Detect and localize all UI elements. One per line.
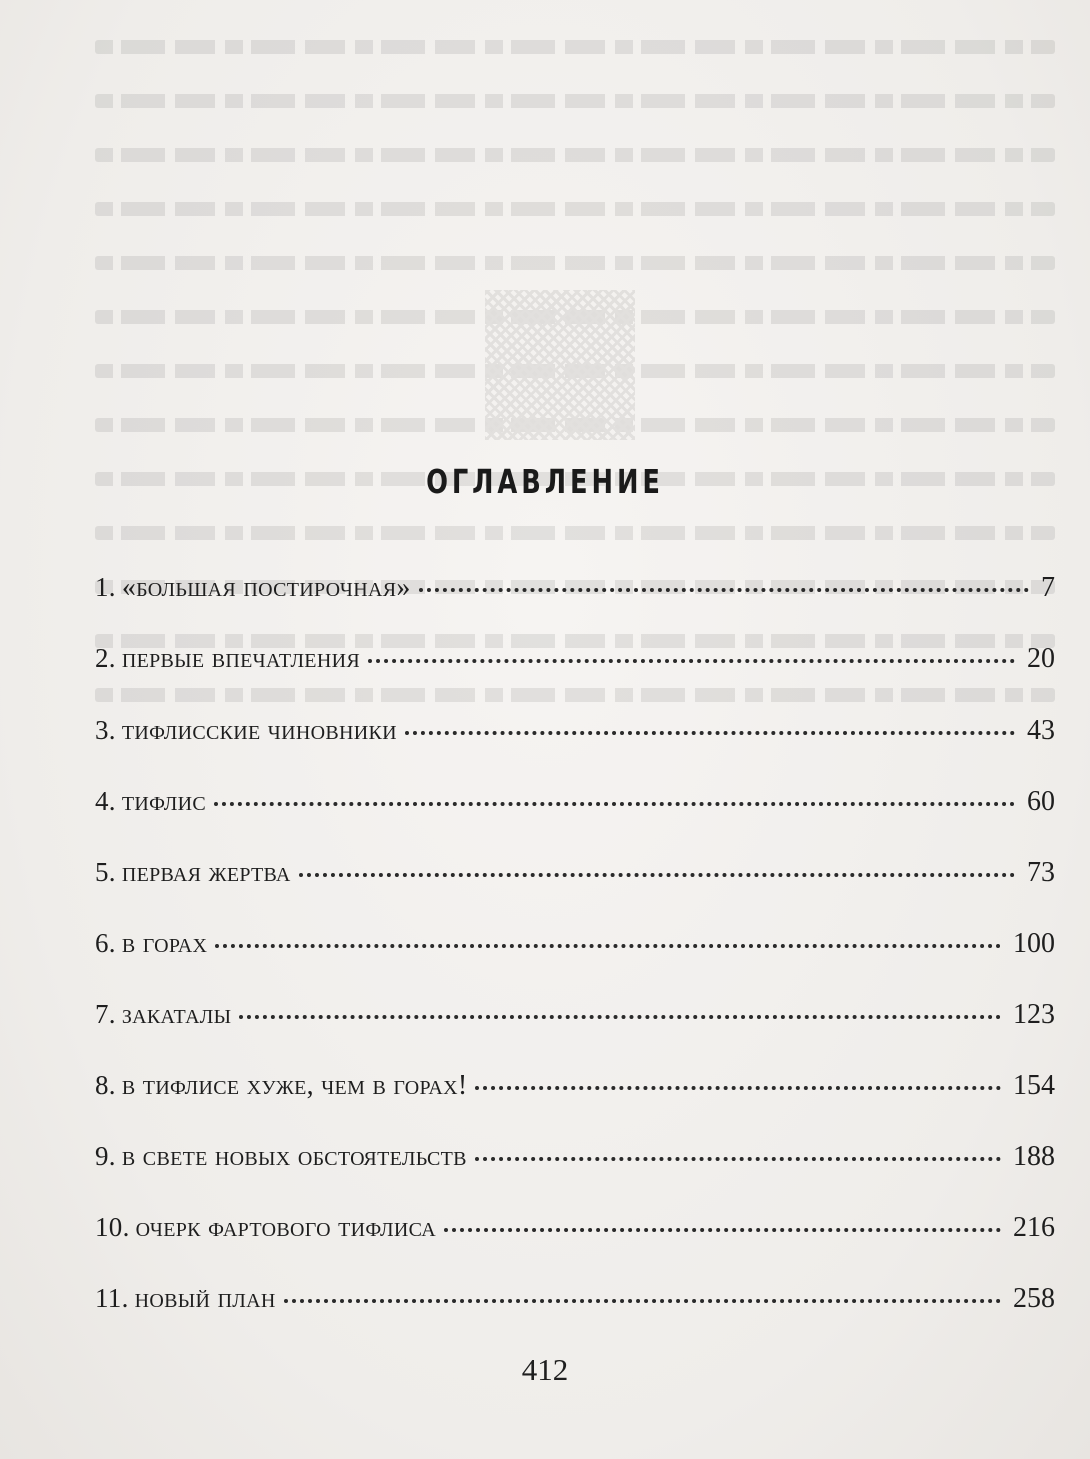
toc-entry-label — [95, 572, 411, 604]
toc-entry-page: 20 — [1027, 643, 1055, 674]
dot-leader — [419, 588, 1029, 592]
toc-entry-number: 7. — [95, 999, 116, 1029]
toc-entry-number: 11. — [95, 1283, 129, 1313]
toc-entry-page: 154 — [1013, 1070, 1055, 1101]
toc-entry-number: 10. — [95, 1212, 130, 1242]
dot-leader — [444, 1228, 1001, 1232]
toc-entry[interactable] — [95, 1070, 1055, 1110]
toc-entry-page: 258 — [1013, 1283, 1055, 1314]
toc-entry[interactable] — [95, 1212, 1055, 1252]
toc-entry-number: 9. — [95, 1141, 116, 1171]
toc-entry-title: тифлисские чиновники — [121, 715, 397, 746]
toc-entry-page: 216 — [1013, 1212, 1055, 1243]
toc-entry-title: новый план — [134, 1283, 276, 1314]
toc-entry-label — [95, 928, 207, 960]
toc-entry-number: 2. — [95, 643, 116, 673]
toc-entry[interactable] — [95, 1141, 1055, 1181]
dot-leader — [214, 802, 1015, 806]
toc-entry-page: 188 — [1013, 1141, 1055, 1172]
toc-entry-page: 100 — [1013, 928, 1055, 959]
table-of-contents-heading: ОГЛАВЛЕНИЕ — [426, 462, 664, 501]
toc-entry-title: первая жертва — [121, 857, 291, 888]
toc-entry-page: 60 — [1027, 786, 1055, 817]
toc-entry-label — [95, 1212, 436, 1244]
toc-entry-title: в свете новых обстоятельств — [121, 1141, 467, 1172]
toc-entry-page: 43 — [1027, 715, 1055, 746]
toc-entry-title: тифлис — [121, 786, 206, 817]
toc-entry-label — [95, 999, 231, 1031]
toc-entry-title: очерк фартового тифлиса — [135, 1212, 436, 1243]
dot-leader — [299, 873, 1015, 877]
toc-entry-title: закаталы — [121, 999, 232, 1030]
toc-entry-title: первые впечатления — [121, 643, 360, 674]
dot-leader — [239, 1015, 1001, 1019]
toc-entry-label — [95, 1283, 276, 1315]
toc-entry-title: «большая постирочная» — [121, 572, 411, 603]
toc-entry[interactable] — [95, 786, 1055, 826]
toc-entry-label — [95, 1141, 467, 1173]
toc-entry-number: 4. — [95, 786, 116, 816]
toc-entry-number: 6. — [95, 928, 116, 958]
toc-entry[interactable] — [95, 715, 1055, 755]
toc-entry[interactable] — [95, 643, 1055, 683]
toc-entry-number: 1. — [95, 572, 116, 602]
dot-leader — [405, 731, 1015, 735]
toc-entry-label — [95, 643, 360, 675]
toc-entry-number: 3. — [95, 715, 116, 745]
dot-leader — [284, 1299, 1001, 1303]
dot-leader — [368, 659, 1015, 663]
toc-entry-page: 73 — [1027, 857, 1055, 888]
dot-leader — [475, 1157, 1001, 1161]
toc-entry[interactable] — [95, 1283, 1055, 1323]
toc-entry-label — [95, 857, 291, 889]
toc-entry-page: 123 — [1013, 999, 1055, 1030]
toc-entry-label — [95, 715, 397, 747]
toc-entry-title: в горах — [121, 928, 208, 959]
dot-leader — [215, 944, 1001, 948]
toc-entry-label — [95, 1070, 467, 1102]
toc-entry-number: 5. — [95, 857, 116, 887]
toc-entry-number: 8. — [95, 1070, 116, 1100]
toc-entry[interactable] — [95, 857, 1055, 897]
toc-entry[interactable] — [95, 928, 1055, 968]
toc-entry[interactable] — [95, 999, 1055, 1039]
dot-leader — [475, 1086, 1001, 1090]
toc-entry-title: в тифлисе хуже, чем в горах! — [121, 1070, 468, 1101]
toc-entry-label — [95, 786, 206, 818]
toc-entry-page: 7 — [1041, 572, 1055, 603]
page-number: 412 — [521, 1352, 569, 1387]
toc-entry[interactable] — [95, 572, 1055, 612]
